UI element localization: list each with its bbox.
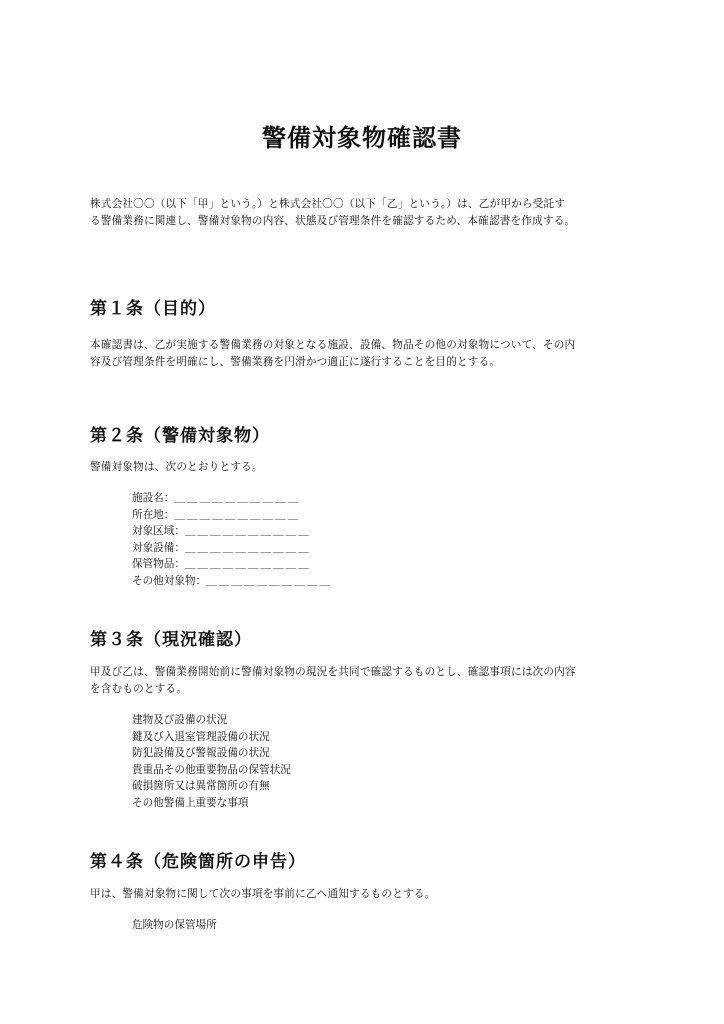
list-item: 貴重品その他重要物品の保管状況 bbox=[132, 763, 291, 776]
field-label: 施設名： bbox=[132, 492, 175, 504]
article-3-item-list bbox=[132, 712, 291, 811]
field-blank: ＿＿＿＿＿＿＿＿＿＿ bbox=[184, 558, 311, 570]
intro-paragraph bbox=[90, 196, 650, 230]
field-label: 所在地： bbox=[132, 508, 175, 521]
field-blank: ＿＿＿＿＿＿＿＿＿＿ bbox=[174, 492, 301, 504]
article-2-heading: 第２条（警備対象物） bbox=[90, 426, 270, 446]
article-4-item-list bbox=[132, 917, 217, 934]
list-item: 建物及び設備の状況 bbox=[132, 714, 228, 726]
article-2-field-list bbox=[132, 490, 332, 589]
field-blank: ＿＿＿＿＿＿＿＿＿＿ bbox=[174, 508, 301, 521]
document-title: 警備対象物確認書 bbox=[262, 124, 462, 152]
field-blank: ＿＿＿＿＿＿＿＿＿＿ bbox=[184, 525, 311, 537]
article-4-body: 甲は、警備対象物に関して次の事項を事前に乙へ通知するものとする。 bbox=[90, 888, 436, 900]
field-row bbox=[132, 507, 332, 524]
field-row bbox=[132, 540, 332, 557]
field-label: 対象設備： bbox=[132, 541, 185, 554]
field-blank: ＿＿＿＿＿＿＿＿＿＿ bbox=[184, 541, 311, 554]
list-item: その他警備上重要な事項 bbox=[132, 796, 249, 809]
field-row bbox=[132, 573, 332, 590]
field-row bbox=[132, 556, 332, 573]
list-item: 危険物の保管場所 bbox=[132, 919, 217, 931]
article-1-line-1: 本確認書は、乙が実施する警備業務の対象となる施設、設備、物品その他の対象物について、その内 bbox=[90, 339, 576, 351]
field-label: その他対象物： bbox=[132, 574, 207, 587]
article-2-body: 警備対象物は、次のとおりとする。 bbox=[90, 461, 263, 473]
intro-line-2: る警備業務に関連し、警備対象物の内容、状態及び管理条件を確認するため、本確認書を作成する。 bbox=[90, 215, 576, 227]
article-1-heading: 第１条（目的） bbox=[90, 299, 216, 319]
intro-line-1: 株式会社〇〇（以下「甲」という。）と株式会社〇〇（以下「乙」という。）は、乙が甲から受託す bbox=[90, 198, 566, 210]
article-1-line-2: 容及び管理条件を明確にし、警備業務を円滑かつ適正に遂行することを目的とする。 bbox=[90, 356, 501, 368]
article-3-body bbox=[90, 664, 650, 698]
field-label: 対象区域： bbox=[132, 525, 185, 537]
field-label: 保管物品： bbox=[132, 558, 185, 570]
field-row bbox=[132, 490, 332, 507]
article-3-heading: 第３条（現況確認） bbox=[90, 630, 252, 650]
list-item: 鍵及び入退室管理設備の状況 bbox=[132, 730, 270, 743]
article-3-line-1: 甲及び乙は、警備業務開始前に警備対象物の現況を共同で確認するものとし、確認事項には次の内容 bbox=[90, 666, 576, 678]
article-4-heading: 第４条（危険箇所の申告） bbox=[90, 852, 306, 872]
field-row bbox=[132, 523, 332, 540]
article-3-line-2: を含むものとする。 bbox=[90, 683, 188, 695]
article-1-body bbox=[90, 337, 650, 371]
list-item: 防犯設備及び警報設備の状況 bbox=[132, 747, 270, 759]
field-blank: ＿＿＿＿＿＿＿＿＿＿ bbox=[206, 574, 333, 587]
list-item: 破損箇所又は異常箇所の有無 bbox=[132, 780, 270, 792]
